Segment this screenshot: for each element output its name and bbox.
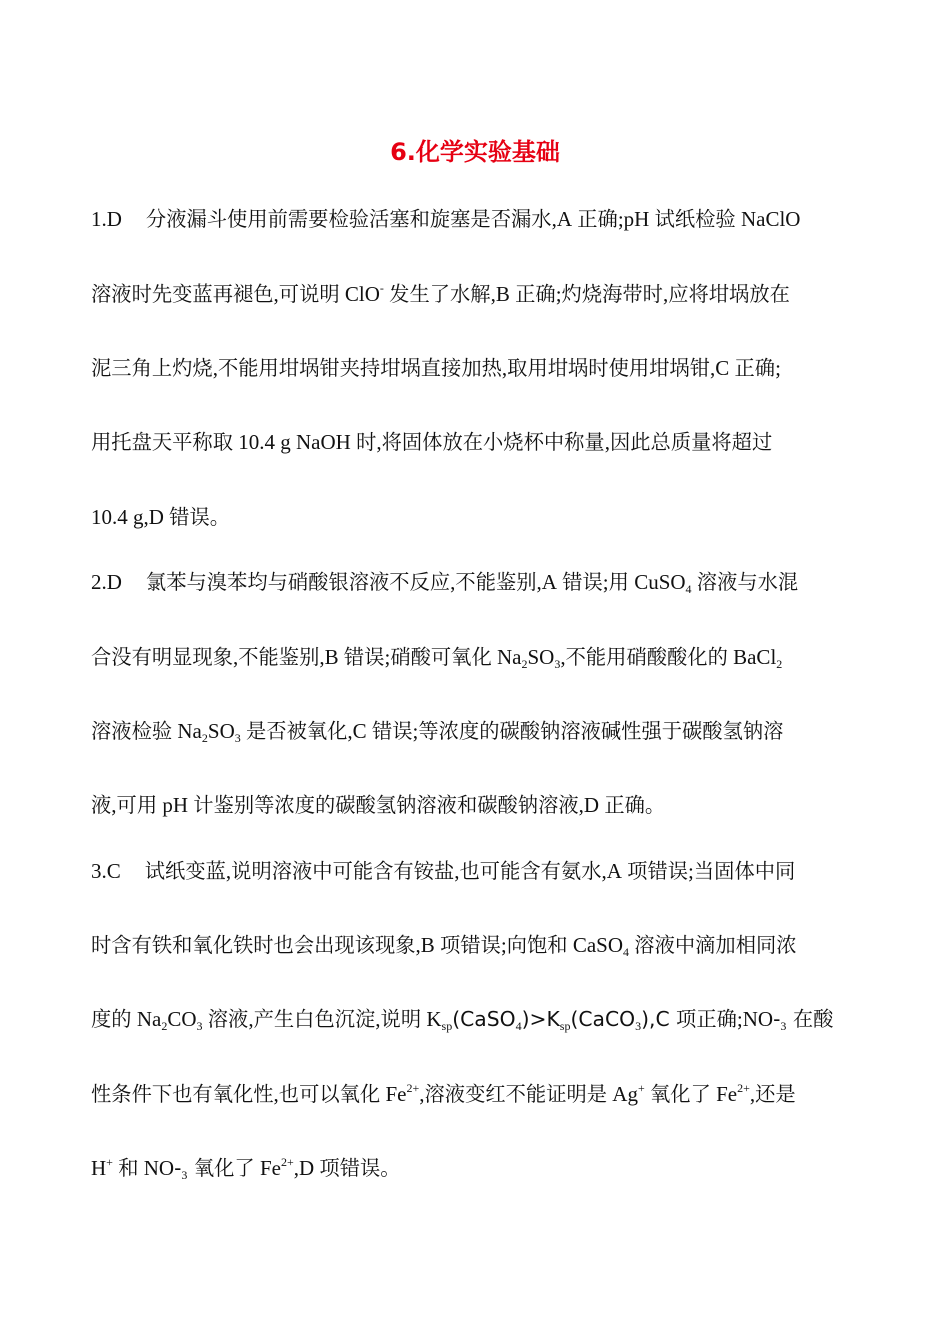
answer-1-line-2: 溶液时先变蓝再褪色,可说明 ClO- 发生了水解,B 正确;灼烧海带时,应将坩埚放在 <box>91 281 790 306</box>
answer-number: 3.C <box>91 859 121 883</box>
answer-2-line-4: 液,可用 pH 计鉴别等浓度的碳酸氢钠溶液和碳酸钠溶液,D 正确。 <box>91 793 666 817</box>
answer-1-line-1: 1.D 分液漏斗使用前需要检验活塞和旋塞是否漏水,A 正确;pH 试纸检验 NaClO <box>91 207 801 231</box>
answer-number: 1.D <box>91 207 122 231</box>
answer-1-line-4: 用托盘天平称取 10.4 g NaOH 时,将固体放在小烧杯中称量,因此总质量将超过 <box>91 430 773 454</box>
answer-3-line-3: 度的 $Na_2CO_3$ 溶液,产生白色沉淀,说明 $K_{sp}(CaSO_4)>K_{sp}(CaCO_3),C$ 项正确$;NO-_3$ 在酸 <box>91 1007 834 1033</box>
answer-2-line-1: 2.D 氯苯与溴苯均与硝酸银溶液不反应,不能鉴别,A 错误;用 CuSO$_4$ 溶液与水混 <box>91 570 799 596</box>
answer-number: 2.D <box>91 570 122 594</box>
answer-2-line-3: 溶液检验 $Na_2SO_3$ 是否被氧化,C 错误;等浓度的碳酸钠溶液碱性强于碳酸氢钠溶 <box>91 719 784 745</box>
answer-3-line-4: 性条件下也有氧化性,也可以氧化 $Fe^{2+}$,溶液变红不能证明是 Ag+ 氧化了 $Fe^{2+}$,还是 <box>91 1081 796 1106</box>
page-title: 6.化学实验基础 <box>390 138 560 166</box>
answer-3-line-2: 时含有铁和氧化铁时也会出现该现象,B 项错误;向饱和 CaSO$_4$ 溶液中滴加相同浓 <box>91 933 797 959</box>
answer-3-line-5: H+ 和 $NO-_3$ 氧化了 $Fe^{2+},D$ 项错误。 <box>91 1155 401 1182</box>
answer-3-line-1: 3.C 试纸变蓝,说明溶液中可能含有铵盐,也可能含有氨水,A 项错误;当固体中同 <box>91 859 796 883</box>
answer-1-line-3: 泥三角上灼烧,不能用坩埚钳夹持坩埚直接加热,取用坩埚时使用坩埚钳,C 正确; <box>91 356 781 380</box>
answer-1-line-5: 10.4 g,D 错误。 <box>91 505 231 529</box>
answer-2-line-2: 合没有明显现象,不能鉴别,B 错误;硝酸可氧化 $Na_2SO_3$,不能用硝酸酸化的 BaCl$_2$ <box>91 645 783 671</box>
